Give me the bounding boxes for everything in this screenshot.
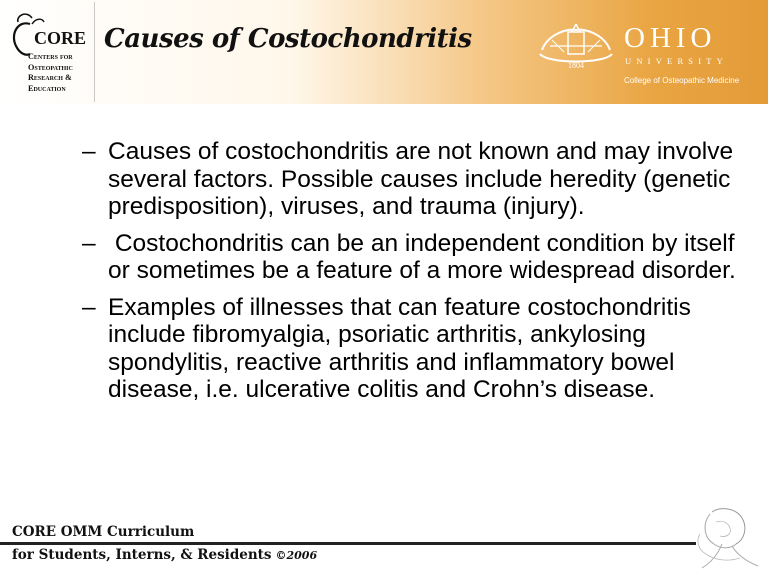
bullet-text: Costochondritis can be an independent condition by itself or sometimes be a feature of a more widespread disorder.	[108, 229, 742, 284]
core-wordmark: CORE	[34, 28, 87, 48]
core-subtitle-line: Centers for	[28, 52, 73, 61]
ohio-wordmark: OHIO	[624, 22, 717, 54]
header-divider	[94, 2, 95, 102]
footer-audience	[12, 547, 317, 563]
bullet-marker: –	[82, 293, 96, 321]
bullet-marker: –	[82, 229, 96, 257]
core-logo	[8, 2, 94, 102]
footer-divider	[0, 542, 696, 545]
seal-year: 1804	[568, 61, 584, 70]
bullet-item	[80, 230, 740, 285]
bullet-marker: –	[82, 138, 96, 165]
core-subtitle	[28, 52, 98, 94]
footer-copyright: ©2006	[275, 549, 318, 562]
bullet-text: Causes of costochondritis are not known and may involve several factors. Possible causes include heredity (genetic predisposition), viruses, and trauma (injury).	[108, 138, 734, 220]
bullet-list	[80, 138, 740, 413]
core-subtitle-line: Research &	[28, 73, 72, 82]
footer-audience-text: for Students, Interns, & Residents	[12, 547, 272, 563]
ohio-college-label: College of Osteopathic Medicine	[624, 76, 740, 85]
ohio-university-label: UNIVERSITY	[625, 56, 728, 66]
core-subtitle-line: Osteopathic	[28, 62, 73, 72]
bullet-item	[80, 138, 740, 221]
core-subtitle-line: Education	[28, 83, 66, 93]
slide-header	[0, 0, 768, 104]
slide-title: Causes of Costochondritis	[104, 24, 472, 54]
bullet-text: Examples of illnesses that can feature costochondritis include fibromyalgia, psoriatic arthritis, ankylosing spondylitis, reactive arthritis and inflammatory bowel disease, i.e. ulcerative colitis and Crohn’s disease.	[108, 293, 691, 403]
university-seal-icon	[538, 24, 614, 70]
footer-curriculum-title: CORE OMM Curriculum	[12, 524, 195, 540]
bullet-item	[80, 294, 740, 404]
anatomy-sketch-icon	[692, 504, 764, 574]
